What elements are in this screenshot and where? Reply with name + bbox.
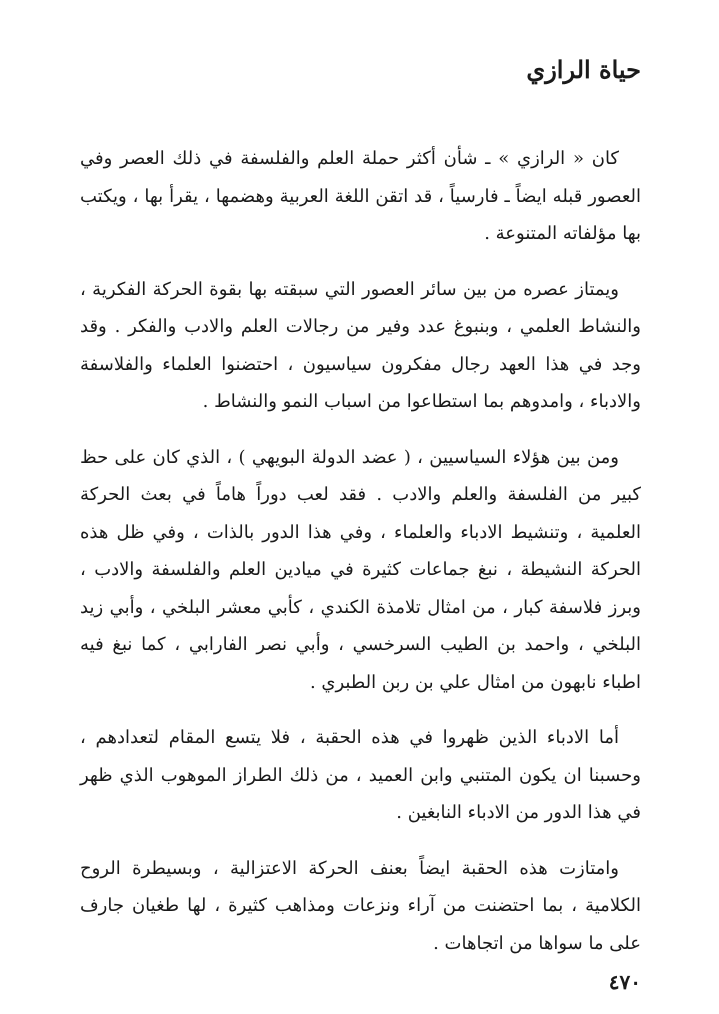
paragraph-1: كان « الرازي » ـ شأن أكثر حملة العلم والفلسفة في ذلك العصر وفي العصور قبله ايضاً ـ فارسياً ، قد اتقن اللغة العربية وهضمها ، يقرأ بها ، ويكتب بها مؤلفاته المتنوعة . [80,148,641,244]
paragraph-4: أما الادباء الذين ظهروا في هذه الحقبة ، فلا يتسع المقام لتعدادهم ، وحسبنا ان يكون المتنبي وابن العميد ، من ذلك الطراز الموهوب الذي ظهر في هذا الدور من الادباء النابغين . [80,727,641,823]
paragraph-2: ويمتاز عصره من بين سائر العصور التي سبقته بها بقوة الحركة الفكرية ، والنشاط العلمي ، وبنبوغ عدد وفير من رجالات العلم والادب والفكر . وقد وجد في هذا العهد رجال مفكرون سياسيون ، احتضنوا العلماء والفلاسفة والادباء ، وامدوهم بما استطاعوا من اسباب النمو والنشاط . [80,278,641,412]
page-number: ٤٧٠ [608,970,641,994]
paragraph-3: ومن بين هؤلاء السياسيين ، ( عضد الدولة البويهي ) ، الذي كان على حظ كبير من الفلسفة والعلم والادب . فقد لعب دوراً هاماً في بعث الحركة العلمية ، وتنشيط الادباء والعلماء ، وفي هذا الدور بالذات ، وفي ظل هذه الحركة النشيطة ، نبغ جماعات كثيرة في ميادين العلم والفلسفة والادب ، وبرز فلاسفة كبار ، من امثال تلامذة الكندي ، كأبي معشر البلخي ، وأبي زيد البلخي ، واحمد بن الطيب السرخسي ، وأبي نصر الفارابي ، كما نبغ فيه اطباء نابهون من امثال علي بن ربن الطبري . [80,446,641,693]
paragraph-5: وامتازت هذه الحقبة ايضاً بعنف الحركة الاعتزالية ، وبسيطرة الروح الكلامية ، بما احتضنت من آراء ونزعات ومذاهب كثيرة ، لها طغيان جارف على ما سواها من اتجاهات . [80,857,641,954]
page-title: حياة الرازي [526,55,641,84]
body-text [80,140,641,980]
